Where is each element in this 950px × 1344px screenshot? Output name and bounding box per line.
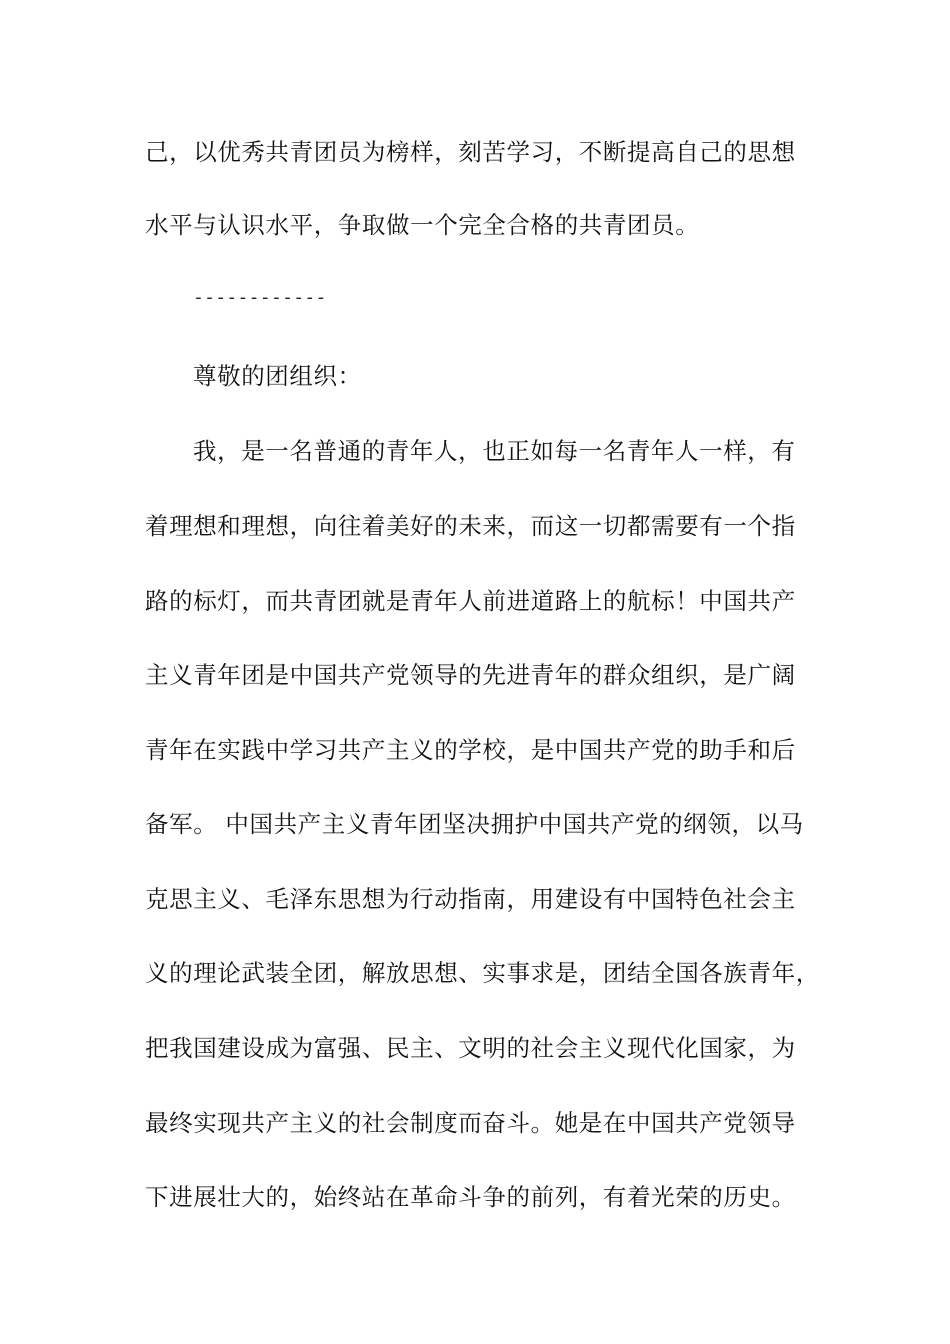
paragraph-line: 路的标灯，而共青团就是青年人前进道路上的航标！中国共产 [145, 587, 796, 615]
salutation: 尊敬的团组织： [193, 362, 362, 390]
paragraph-line: 备军。 中国共产主义青年团坚决拥护中国共产党的纲领，以马 [145, 810, 804, 838]
paragraph-line: 己，以优秀共青团员为榜样，刻苦学习，不断提高自己的思想 [145, 138, 796, 166]
paragraph-line: 着理想和理想，向往着美好的未来，而这一切都需要有一个指 [145, 512, 796, 540]
section-separator: ------------ [193, 287, 327, 308]
paragraph-line: 义的理论武装全团，解放思想、实事求是，团结全国各族青年， [145, 959, 820, 987]
paragraph-line: 水平与认识水平，争取做一个完全合格的共青团员。 [145, 211, 700, 239]
paragraph-line: 下进展壮大的，始终站在革命斗争的前列，有着光荣的历史。 [145, 1183, 796, 1211]
paragraph-line: 我，是一名普通的青年人，也正如每一名青年人一样，有 [193, 437, 796, 465]
paragraph-line: 克思主义、毛泽东思想为行动指南，用建设有中国特色社会主 [145, 885, 796, 913]
paragraph-line: 主义青年团是中国共产党领导的先进青年的群众组织，是广阔 [145, 661, 796, 689]
paragraph-line: 青年在实践中学习共产主义的学校，是中国共产党的助手和后 [145, 736, 796, 764]
paragraph-line: 把我国建设成为富强、民主、文明的社会主义现代化国家，为 [145, 1034, 796, 1062]
paragraph-line: 最终实现共产主义的社会制度而奋斗。她是在中国共产党领导 [145, 1109, 796, 1137]
